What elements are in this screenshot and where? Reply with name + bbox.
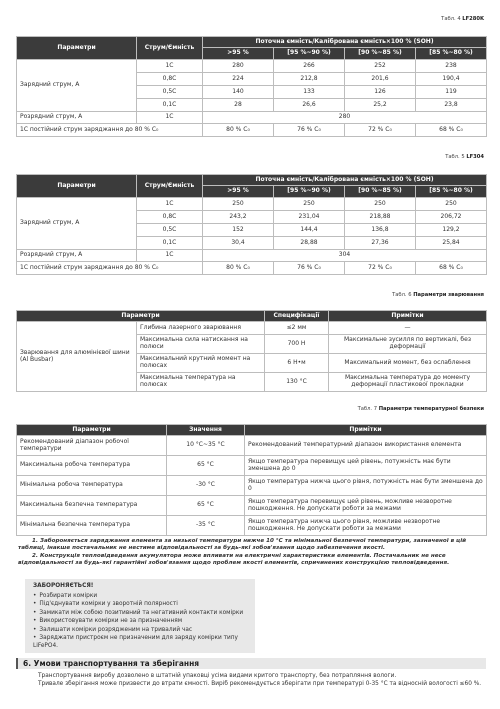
header-band: [95 %~90 %) — [274, 186, 345, 198]
discharge-value: 304 — [203, 250, 487, 262]
table4 — [16, 36, 487, 137]
param-cell: Максимальна безпечна температура — [17, 496, 167, 516]
value-cell: 206,72 — [416, 211, 487, 224]
cc-value: 72 % C₀ — [345, 262, 416, 275]
section-body — [28, 673, 483, 688]
value-cell: 10 °C~35 °C — [167, 436, 245, 456]
value-cell: 250 — [345, 198, 416, 211]
note-cell: Рекомендований температурний діапазон використання елемента — [245, 436, 487, 456]
group-label: Зварювання для алюмінієвої шини (Al Busbar) — [17, 322, 137, 392]
header-band: [90 %~85 %) — [345, 186, 416, 198]
value-cell: 26,6 — [274, 99, 345, 112]
cc-value: 76 % C₀ — [274, 124, 345, 137]
header-params: Параметри — [17, 425, 167, 436]
caption-prefix: Табл. 5 — [445, 154, 465, 160]
caption-title: Параметри зварювання — [413, 292, 484, 298]
warning-item: • Замикати між собою позитивний та негативний контакти комірки — [33, 609, 247, 617]
row-group-label: Зарядний струм, А — [17, 60, 137, 112]
note-cell: — — [329, 322, 487, 335]
header-current: Струм/Ємність — [137, 37, 203, 60]
section-paragraph: Транспортування виробу дозволено в штатній упаковці усіма видами критого транспорту, без потрапляння вологи. — [38, 673, 397, 679]
value-cell: 250 — [416, 198, 487, 211]
note-cell: Якщо температура нижча цього рівня, можливе незворотне пошкодження. Не допускати роботи за межами — [245, 516, 487, 536]
value-cell: 250 — [203, 198, 274, 211]
value-cell: 152 — [203, 224, 274, 237]
header-band: >95 % — [203, 48, 274, 60]
spec-cell: ≤2 мм — [265, 322, 329, 335]
param-cell: Глибина лазерного зварювання — [137, 322, 265, 335]
warning-list — [33, 592, 247, 651]
header-notes: Примітки — [245, 425, 487, 436]
value-cell: -30 °C — [167, 476, 245, 496]
note-cell: Максимальне зусилля по вертикалі, без деформації — [329, 335, 487, 354]
value-cell: 243,2 — [203, 211, 274, 224]
cc-value: 72 % C₀ — [345, 124, 416, 137]
param-cell: Максимальний крутний момент на полюсах — [137, 354, 265, 373]
discharge-value: 280 — [203, 112, 487, 124]
warning-item: • Під'єднувати комірки у зворотній полярності — [33, 600, 247, 608]
table6 — [16, 310, 487, 392]
current-cell: 1C — [137, 250, 203, 262]
param-cell: Максимальна температура на полюсах — [137, 373, 265, 392]
value-cell: 23,8 — [416, 99, 487, 112]
value-cell: -35 °C — [167, 516, 245, 536]
header-spec: Специфікації — [265, 311, 329, 322]
section-paragraph: Тривале зберігання може призвести до втрати ємності. Виріб рекомендується зберігати при температурі 0-35 °C та відносній вологості ≤60 %. — [38, 680, 482, 687]
value-cell: 136,8 — [345, 224, 416, 237]
caption-title: LF304 — [466, 154, 484, 160]
cc-value: 68 % C₀ — [416, 124, 487, 137]
note-cell: Якщо температура нижча цього рівня, потужність має бути зменшена до 0 — [245, 476, 487, 496]
warning-box — [25, 579, 255, 653]
warning-item: • Розбирати комірки — [33, 592, 247, 600]
value-cell: 119 — [416, 86, 487, 99]
spec-cell: 700 Н — [265, 335, 329, 354]
note-cell: Якщо температура перевищує цей рівень, потужність має бути зменшена до 0 — [245, 456, 487, 476]
value-cell: 250 — [274, 198, 345, 211]
note-cell: Максимальний момент, без ослаблення — [329, 354, 487, 373]
table5-caption — [445, 154, 484, 160]
table4-caption — [441, 16, 484, 22]
header-soh: Поточна ємність/Калібрована ємність×100 % (SOH) — [203, 175, 487, 186]
value-cell: 30,4 — [203, 237, 274, 250]
value-cell: 126 — [345, 86, 416, 99]
value-cell: 190,4 — [416, 73, 487, 86]
value-cell: 129,2 — [416, 224, 487, 237]
caption-prefix: Табл. 6 — [392, 292, 412, 298]
table7-caption — [358, 406, 484, 412]
value-cell: 65 °C — [167, 456, 245, 476]
cc-label: 1С постійний струм заряджання до 80 % C₀ — [17, 124, 203, 137]
param-cell: Максимальна сила натискання на полюси — [137, 335, 265, 354]
current-cell: 0,1C — [137, 99, 203, 112]
value-cell: 231,04 — [274, 211, 345, 224]
value-cell: 224 — [203, 73, 274, 86]
current-cell: 0,8C — [137, 211, 203, 224]
value-cell: 252 — [345, 60, 416, 73]
caption-prefix: Табл. 4 — [441, 16, 461, 22]
row-group-label: Зарядний струм, А — [17, 198, 137, 250]
current-cell: 0,8C — [137, 73, 203, 86]
value-cell: 25,84 — [416, 237, 487, 250]
header-band: [85 %~80 %) — [416, 186, 487, 198]
notes-block — [18, 538, 486, 567]
discharge-label: Розрядний струм, А — [17, 250, 137, 262]
table5 — [16, 174, 487, 275]
param-cell: Рекомендований діапазон робочої температури — [17, 436, 167, 456]
warning-item: • Використовувати комірки не за призначенням — [33, 617, 247, 625]
current-cell: 1C — [137, 112, 203, 124]
value-cell: 201,6 — [345, 73, 416, 86]
cc-value: 80 % C₀ — [203, 262, 274, 275]
cc-value: 80 % C₀ — [203, 124, 274, 137]
spec-cell: 130 °C — [265, 373, 329, 392]
current-cell: 0,1C — [137, 237, 203, 250]
value-cell: 218,88 — [345, 211, 416, 224]
header-params: Параметри — [17, 175, 137, 198]
current-cell: 1C — [137, 198, 203, 211]
table7 — [16, 424, 487, 536]
note-cell: Якщо температура перевищує цей рівень, можливе незворотне пошкодження. Не допускати роботи за межами — [245, 496, 487, 516]
header-params: Параметри — [17, 37, 137, 60]
param-cell: Максимальна робоча температура — [17, 456, 167, 476]
current-cell: 1C — [137, 60, 203, 73]
cc-label: 1С постійний струм заряджання до 80 % C₀ — [17, 262, 203, 275]
note-paragraph: 1. Забороняється заряджання елемента за низької температури нижче 10 °C та мінімальної безпечної температури, зазначеної в цій таблиці, інакше постачальник не нестиме відповідальності за будь-які зобов'язання щодо забезпечення якості. — [18, 538, 467, 552]
caption-title: LF280K — [462, 16, 484, 22]
param-cell: Мінімальна безпечна температура — [17, 516, 167, 536]
header-notes: Примітки — [329, 311, 487, 322]
param-cell: Мінімальна робоча температура — [17, 476, 167, 496]
warning-title: ЗАБОРОНЯЄТЬСЯ! — [33, 583, 94, 589]
header-band: [90 %~85 %) — [345, 48, 416, 60]
cc-value: 68 % C₀ — [416, 262, 487, 275]
value-cell: 25,2 — [345, 99, 416, 112]
header-params: Параметри — [17, 311, 265, 322]
warning-item: • Залишати комірки розрядженим на тривалий час — [33, 626, 247, 634]
value-cell: 280 — [203, 60, 274, 73]
note-paragraph: 2. Конструкція тепловідведення акумулятора може впливати на електричні характеристики елементів. Постачальник не несе відповідальності за будь-які гарантійні зобов'язання щодо проблем якості елементів, спричинених конструкцією тепловідведення. — [18, 552, 450, 566]
note-cell: Максимальна температура до моменту деформації пластикової прокладки — [329, 373, 487, 392]
section-heading: 6. Умови транспортування та зберігання — [16, 658, 486, 669]
header-current: Струм/Ємність — [137, 175, 203, 198]
value-cell: 144,4 — [274, 224, 345, 237]
value-cell: 28,88 — [274, 237, 345, 250]
header-value: Значення — [167, 425, 245, 436]
cc-value: 76 % C₀ — [274, 262, 345, 275]
caption-prefix: Табл. 7 — [357, 406, 378, 412]
caption-title: Параметри температурної безпеки — [378, 406, 484, 412]
header-band: >95 % — [203, 186, 274, 198]
spec-cell: 6 Н•м — [265, 354, 329, 373]
table6-caption — [392, 292, 484, 298]
current-cell: 0,5C — [137, 86, 203, 99]
discharge-label: Розрядний струм, А — [17, 112, 137, 124]
value-cell: 28 — [203, 99, 274, 112]
current-cell: 0,5C — [137, 224, 203, 237]
header-soh: Поточна ємність/Калібрована ємність×100 % (SOH) — [203, 37, 487, 48]
value-cell: 212,8 — [274, 73, 345, 86]
warning-item: • Заряджати пристроєм не призначеним для заряду комірки типу LiFePO4. — [33, 634, 247, 651]
value-cell: 65 °C — [167, 496, 245, 516]
value-cell: 238 — [416, 60, 487, 73]
value-cell: 27,36 — [345, 237, 416, 250]
value-cell: 266 — [274, 60, 345, 73]
value-cell: 133 — [274, 86, 345, 99]
header-band: [85 %~80 %) — [416, 48, 487, 60]
value-cell: 140 — [203, 86, 274, 99]
header-band: [95 %~90 %) — [274, 48, 345, 60]
